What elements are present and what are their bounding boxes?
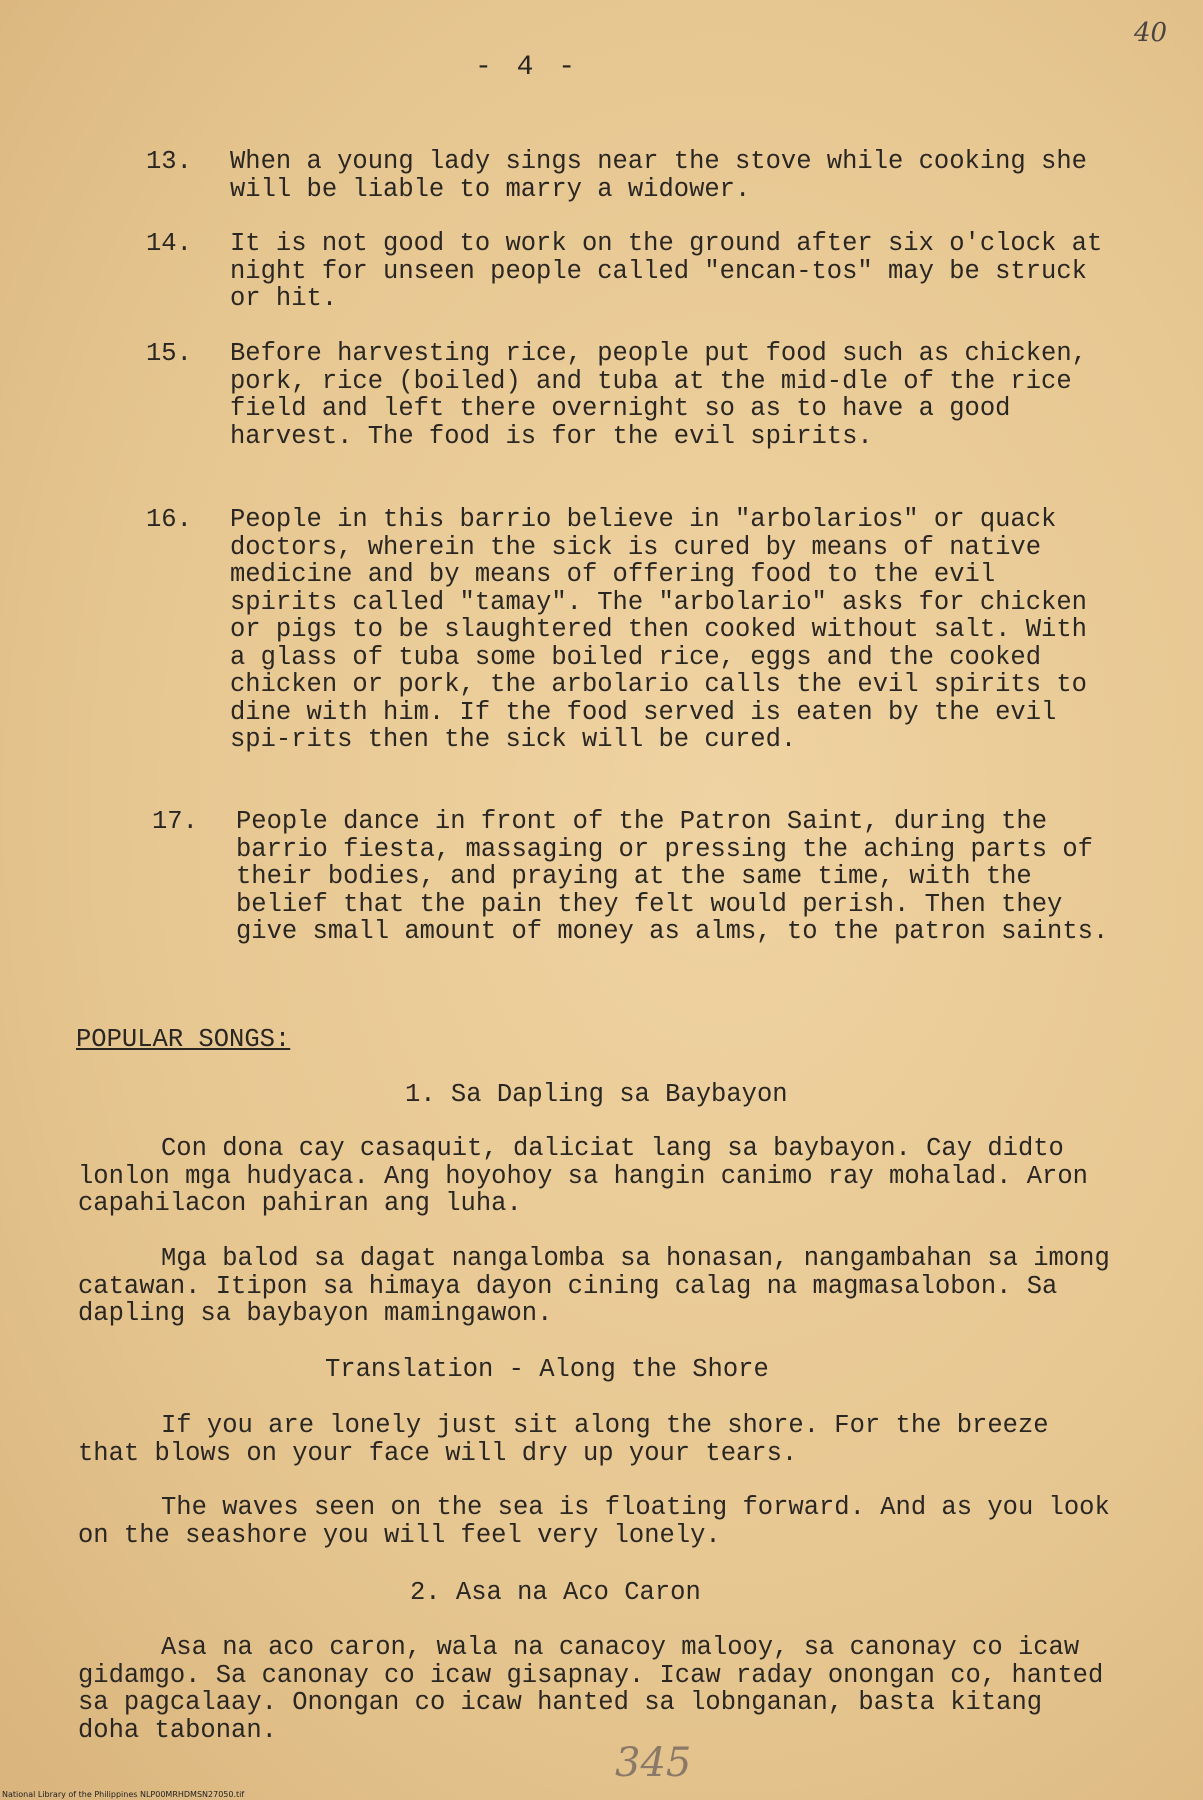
item-text: It is not good to work on the ground after six o'clock at night for unseen people called "encan-tos" may be struck or hit. [230, 229, 1103, 313]
translation-paragraph-2: The waves seen on the sea is floating forward. And as you look on the seashore you will feel very lonely. [78, 1493, 1110, 1550]
song1-paragraph-2: Mga balod sa dagat nangalomba sa honasan, nangambahan sa imong catawan. Itipon sa himaya dayon cining calag na magmasalobon. Sa dapling sa baybayon mamingawon. [78, 1244, 1110, 1328]
translation-title: Translation - Along the Shore [325, 1355, 769, 1384]
handwritten-number: 345 [615, 1740, 692, 1786]
corner-page-number: 40 [1134, 18, 1168, 48]
song1-paragraph-1: Con dona cay casaquit, daliciat lang sa baybayon. Cay didto lonlon mga hudyaca. Ang hoyohoy sa hangin canimo ray mohalad. Aron capahilacon pahiran ang luha. [78, 1134, 1088, 1218]
page-number: - 4 - [475, 52, 580, 83]
item-text: People dance in front of the Patron Saint, during the barrio fiesta, massaging or pressing the aching parts of their bodies, and praying at the same time, with the belief that the pain they felt would perish. Then they give small amount of money as alms, to the patron saints. [236, 807, 1109, 946]
song-title-2: 2. Asa na Aco Caron [410, 1578, 701, 1607]
item-number: 13. [146, 147, 192, 176]
song-title-1: 1. Sa Dapling sa Baybayon [405, 1080, 788, 1109]
item-text: Before harvesting rice, people put food such as chicken, pork, rice (boiled) and tuba at the mid-dle of the rice field and left there overnight so as to have a good harvest. The food is for the evil spirits. [230, 339, 1087, 451]
item-number: 14. [146, 229, 192, 258]
item-number: 17. [152, 807, 198, 836]
item-text: When a young lady sings near the stove while cooking she will be liable to marry a widower. [230, 147, 1087, 204]
item-text: People in this barrio believe in "arbolarios" or quack doctors, wherein the sick is cured by means of native medicine and by means of offering food to the evil spirits called "tamay". The "arbolario" asks for chicken or pigs to be slaughtered then cooked without salt. With a glass of tuba some boiled rice, eggs and the cooked chicken or pork, the arbolario calls the evil spirits to dine with him. If the food served is eaten by the evil spi-rits then the sick will be cured. [230, 505, 1087, 754]
archive-footer: National Library of the Philippines NLP00MRHDMSN27050.tif [2, 1790, 245, 1799]
section-heading: POPULAR SONGS: [76, 1025, 291, 1054]
item-number: 16. [146, 505, 192, 534]
song2-paragraph-1: Asa na aco caron, wala na canacoy malooy, sa canonay co icaw gidamgo. Sa canonay co icaw gisapnay. Icaw raday onongan co, hanted sa pagcalaay. Onongan co icaw hanted sa lobnganan, basta kitang doha tabonan. [78, 1633, 1104, 1745]
item-number: 15. [146, 339, 192, 368]
translation-paragraph-1: If you are lonely just sit along the shore. For the breeze that blows on your face will dry up your tears. [78, 1411, 1049, 1468]
